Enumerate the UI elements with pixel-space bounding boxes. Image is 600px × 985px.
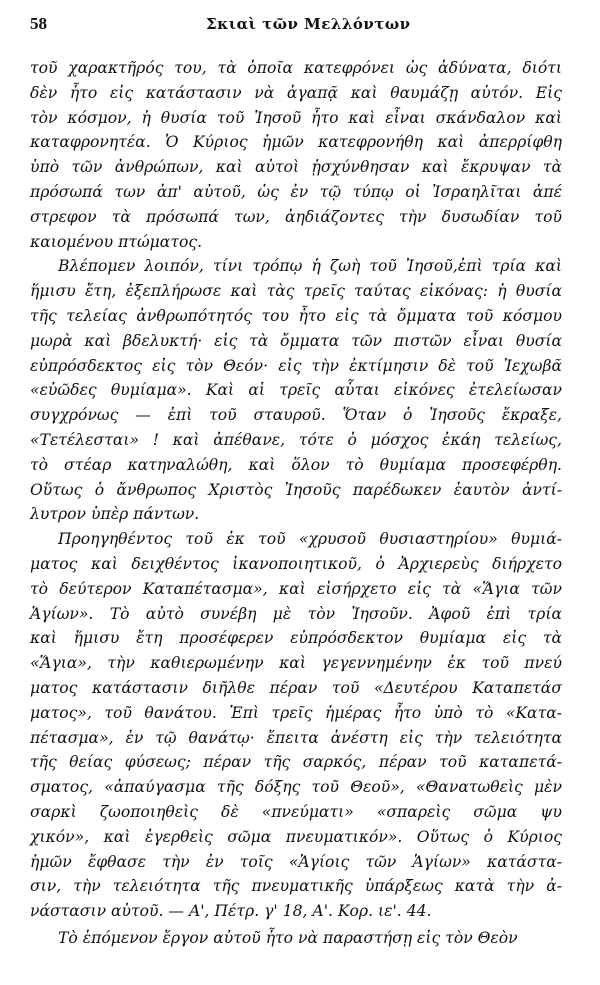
text-line: τοῦ χαρακτῆρός του, τὰ ὁποῖα κατεφρόνει ὡς ἀδύνατα, διότι	[30, 59, 562, 77]
text-line: ὑπὸ τῶν ἀνθρώπων, καὶ αὐτοὶ ᾐσχύνθησαν καὶ ἔκρυψαν τὰ	[30, 158, 562, 177]
text-line: «εὐῶδες θυμίαμα». Καὶ αἱ τρεῖς αὗται εἰκόνες ἐτελείωσαν	[30, 381, 562, 400]
page-number: 58	[30, 14, 47, 33]
running-title: Σκιαὶ τῶν Μελλόντων	[206, 15, 411, 33]
text-line: νάστασιν αὐτοῦ. — Α', Πέτρ. γ' 18, Α'. Κορ. ιε'. 44.	[30, 902, 432, 921]
text-line: καιομένου πτώματος.	[30, 232, 203, 251]
text-line: συγχρόνως — ἐπὶ τοῦ σταυροῦ. Ὅταν ὁ Ἰησοῦς ἔκραξε,	[30, 406, 562, 425]
text-line: σματος, «ἀπαύγασμα τῆς δόξης τοῦ Θεοῦ», «Θανατωθεὶς μὲν	[30, 778, 562, 797]
text-line: ματος καὶ δειχθέντος ἱκανοποιητικοῦ, ὁ Ἀρχιερεὺς διήρχετο	[30, 554, 562, 573]
text-line: τὸ δεύτερον Καταπέτασμα», καὶ εἰσήρχετο εἰς τὰ «Ἅγια τῶν	[30, 579, 562, 598]
text-line: σαρκὶ ζωοποιηθεὶς δὲ «πνεύματι» «σπαρεὶς σῶμα ψυ	[30, 802, 562, 821]
text-line: πρόσωπά των ἀπ' αὐτοῦ, ὡς ἐν τῷ τύπῳ οἱ Ἰσραηλῖται ἀπέ	[30, 182, 562, 201]
text-line: τὸ στέαρ κατηναλώθη, καὶ ὅλον τὸ θυμίαμα προσεφέρθη.	[30, 455, 562, 474]
text-line: «Τετέλεσται» ! καὶ ἀπέθανε, τότε ὁ μόσχος ἐκάη τελείως,	[30, 430, 562, 449]
text-line: ἡμῶν ἔφθασε τὴν ἐν τοῖς «Ἁγίοις τῶν Ἁγίων» κατάστα-	[30, 852, 562, 871]
text-line: Βλέπομεν λοιπόν, τίνι τρόπῳ ἡ ζωὴ τοῦ Ἰησοῦ,ἐπὶ τρία καὶ	[58, 257, 562, 276]
text-line: Ἁγίων». Τὸ αὐτὸ συνέβη μὲ τὸν Ἰησοῦν. Ἀφοῦ ἐπὶ τρία	[30, 604, 562, 623]
text-line: Οὕτως ὁ ἄνθρωπος Χριστὸς Ἰησοῦς παρέδωκεν ἑαυτὸν ἀντί-	[30, 480, 562, 499]
text-line: «Ἅγια», τὴν καθιερωμένην καὶ γεγεννημένην ἐκ τοῦ πνεύ	[30, 654, 562, 673]
text-line: τὸν κόσμον, ἡ θυσία τοῦ Ἰησοῦ ἦτο καὶ εἶναι σκάνδαλον καὶ	[30, 108, 562, 127]
text-line: καὶ ἥμισυ ἔτη προσέφερεν εὐπρόσδεκτον θυμίαμα εἰς τὰ	[30, 629, 562, 648]
text-line: τῆς τελείας ἀνθρωπότητός του ἦτο εἰς τὰ ὄμματα τοῦ κόσμου	[30, 306, 562, 325]
text-line: χικόν», καὶ ἐγερθεὶς σῶμα πνευματικόν». Οὕτως ὁ Κύριος	[30, 827, 562, 846]
text-line: ἥμισυ ἔτη, ἐξεπλήρωσε καὶ τὰς τρεῖς ταύτας εἰκόνας: ἡ θυσία	[30, 282, 562, 301]
text-line: μωρὰ καὶ βδελυκτή· εἰς τὰ ὄμματα τῶν πιστῶν εἶναι θυσία	[30, 331, 562, 350]
text-line: δὲν ἦτο εἰς κατάστασιν νὰ ἀγαπᾷ καὶ θαυμάζῃ αὐτόν. Εἰς	[30, 83, 562, 102]
text-line: εὐπρόσδεκτος εἰς τὸν Θεόν· εἰς τὴν ἐκτίμησιν δὲ τοῦ Ἰεχωβᾶ	[30, 356, 562, 375]
running-head	[30, 14, 562, 54]
text-line: Τὸ ἑπόμενον ἔργον αὐτοῦ ἦτο νὰ παραστήσῃ εἰς τὸν Θεὸν	[58, 928, 518, 947]
text-line: λυτρον ὑπὲρ πάντων.	[30, 505, 200, 524]
text-line: πέτασμα», ἐν τῷ θανάτῳ· ἔπειτα ἀνέστη εἰς τὴν τελειότητα	[30, 728, 562, 747]
text-line: Προηγηθέντος τοῦ ἐκ τοῦ «χρυσοῦ θυσιαστηρίου» θυμιά-	[58, 530, 562, 549]
body-text	[30, 56, 562, 951]
text-line: τῆς θείας φύσεως; πέραν τῆς σαρκός, πέραν τοῦ καταπετά-	[30, 753, 562, 772]
text-line: σιν, τὴν τελειότητα τῆς πνευματικῆς ὑπάρξεως κατὰ τὴν ἀ-	[30, 877, 562, 896]
text-line: στρεφον τὰ πρόσωπά των, ἀηδιάζοντες τὴν δυσωδίαν τοῦ	[30, 207, 562, 226]
text-line: ματος κατάστασιν διῆλθε πέραν τοῦ «Δευτέρου Καταπετάσ	[30, 678, 562, 697]
text-line: καταφρονητέα. Ὁ Κύριος ἡμῶν κατεφρονήθη καὶ ἀπερρίφθη	[30, 133, 562, 152]
text-line: ματος», τοῦ θανάτου. Ἐπὶ τρεῖς ἡμέρας ἦτο ὑπὸ τὸ «Κατα-	[30, 703, 562, 722]
